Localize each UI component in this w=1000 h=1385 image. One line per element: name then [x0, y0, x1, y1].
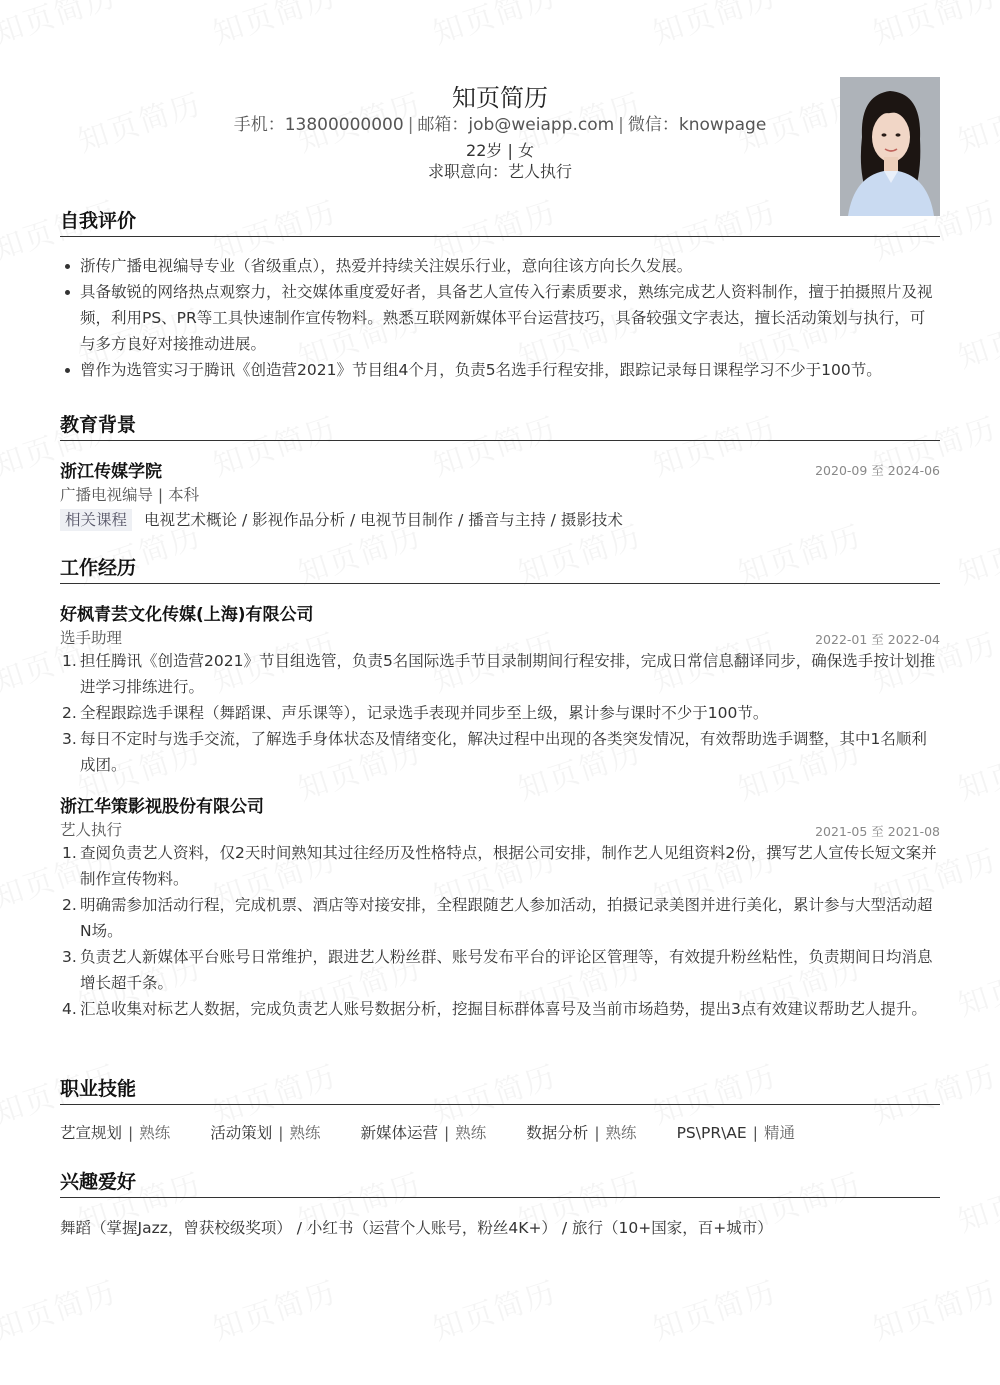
- list-item: 3. 每日不定时与选手交流，了解选手身体状态及情绪变化，解决过程中出现的各类突发情况，有效帮助选手调整，其中1名顺利成团。: [62, 730, 927, 774]
- phone: 手机：13800000000: [233, 115, 404, 135]
- list-item: 2. 明确需参加活动行程，完成机票、酒店等对接安排，全程跟随艺人参加活动，拍摄记录美图并进行美化，累计参与大型活动超N场。: [62, 896, 933, 940]
- age-gender: 22岁 | 女: [466, 141, 534, 160]
- job-intent: 求职意向：艺人执行: [427, 162, 572, 181]
- contact-line: [60, 110, 940, 135]
- contact-separator: |: [407, 115, 414, 135]
- contact-separator: |: [618, 115, 624, 135]
- candidate-name: 知页简历: [452, 84, 548, 112]
- watermark-text: [646, 1267, 781, 1348]
- education-section: [60, 410, 940, 533]
- email: 邮箱：job@weiapp.com: [417, 115, 615, 135]
- work-title: 工作经历: [60, 553, 940, 584]
- resume-page: [60, 0, 940, 1237]
- list-item: 具备敏锐的网络热点观察力，社交媒体重度爱好者，具备艺人宣传入行素质要求，熟练完成艺人资料制作，擅于拍摄照片及视频，利用PS、PR等工具快速制作宣传物料。熟悉互联网新媒体平台运营技巧，具备较强文字表达，擅长活动策划与执行，可与多方良好对接推动进展。: [60, 279, 940, 357]
- course-tag: 相关课程: [60, 509, 132, 531]
- list-item: 4. 汇总收集对标艺人数据，完成负责艺人账号数据分析，挖掘目标群体喜号及当前市场趋势，提出3点有效建议帮助艺人提升。: [62, 1000, 927, 1018]
- job-date: 2022-01 至 2022-04: [815, 632, 940, 647]
- watermark-text: [206, 1267, 341, 1348]
- list-item: 浙传广播电视编导专业（省级重点），热爱并持续关注娱乐行业，意向往该方向长久发展。: [60, 253, 940, 279]
- watermark-text: [951, 79, 1000, 160]
- school-name: 浙江传媒学院: [60, 462, 162, 482]
- hobbies-text: 舞蹈（掌握Jazz，曾获校级奖项） / 小红书（运营个人账号，粉丝4K+） / 旅行（10+国家，百+城市）: [60, 1219, 773, 1237]
- job-role: 选手助理: [60, 629, 123, 647]
- skill-item: 数据分析 | 熟练: [526, 1124, 637, 1142]
- job-role-row: [60, 818, 940, 840]
- education-title: 教育背景: [60, 410, 940, 441]
- company-name: 浙江华策影视股份有限公司: [60, 797, 264, 817]
- watermark-text: [426, 1267, 561, 1348]
- watermark-text: [951, 727, 1000, 808]
- course-list: 电视艺术概论 / 影视作品分析 / 电视节目制作 / 播音与主持 / 摄影技术: [144, 511, 623, 529]
- work-section: [60, 553, 940, 1022]
- major-degree: 广播电视编导 | 本科: [60, 486, 200, 504]
- skills-title: 职业技能: [60, 1074, 940, 1105]
- job-duties: [60, 840, 940, 1022]
- skill-item: PS\PR\AE | 精通: [676, 1124, 795, 1142]
- self-eval-section: [60, 206, 940, 383]
- course-row: [60, 507, 940, 533]
- job-entry: [60, 600, 940, 778]
- list-item: 1. 担任腾讯《创造营2021》节目组选管，负责5名国际选手节目录制期间行程安排，完成日常信息翻译同步，确保选手按计划推进学习排练进行。: [62, 652, 936, 696]
- job-role: 艺人执行: [60, 821, 123, 839]
- skills-list: [60, 1121, 940, 1143]
- watermark-text: [866, 1267, 1000, 1348]
- self-eval-list: [60, 253, 940, 383]
- skills-section: [60, 1074, 940, 1143]
- wechat: 微信：knowpage: [627, 115, 767, 135]
- watermark-text: [0, 1267, 122, 1348]
- job-head: [60, 792, 940, 818]
- job-head: [60, 600, 940, 626]
- hobbies-title: 兴趣爱好: [60, 1167, 940, 1198]
- list-item: 1. 查阅负责艺人资料，仅2天时间熟知其过往经历及性格特点，根据公司安排，制作艺人见组资料2份，撰写艺人宣传长短文案并制作宣传物料。: [62, 844, 937, 888]
- list-item: 曾作为选管实习于腾讯《创造营2021》节目组4个月，负责5名选手行程安排，跟踪记录每日课程学习不少于100节。: [60, 357, 940, 383]
- watermark-text: [951, 943, 1000, 1024]
- hobbies-section: [60, 1167, 940, 1238]
- watermark-text: [951, 1159, 1000, 1240]
- list-item: 3. 负责艺人新媒体平台账号日常维护，跟进艺人粉丝群、账号发布平台的评论区管理等，有效提升粉丝粘性，负责期间日均消息增长超千条。: [62, 948, 933, 992]
- job-entry: [60, 792, 940, 1022]
- watermark-text: [951, 295, 1000, 376]
- skill-item: 艺宣规划 | 熟练: [60, 1124, 171, 1142]
- resume-header: [60, 0, 940, 220]
- watermark-text: [951, 511, 1000, 592]
- job-duties: [60, 648, 940, 778]
- self-eval-title: 自我评价: [60, 206, 940, 237]
- profile-photo: [840, 77, 940, 216]
- skill-item: 活动策划 | 熟练: [210, 1124, 321, 1142]
- job-role-row: [60, 626, 940, 648]
- skill-item: 新媒体运营 | 熟练: [360, 1124, 487, 1142]
- list-item: 2. 全程跟踪选手课程（舞蹈课、声乐课等），记录选手表现并同步至上级，累计参与课时不少于100节。: [62, 704, 769, 722]
- company-name: 好枫青芸文化传媒(上海)有限公司: [60, 605, 314, 625]
- education-date: 2020-09 至 2024-06: [815, 463, 940, 478]
- job-date: 2021-05 至 2021-08: [815, 824, 940, 839]
- education-entry-head: [60, 457, 940, 483]
